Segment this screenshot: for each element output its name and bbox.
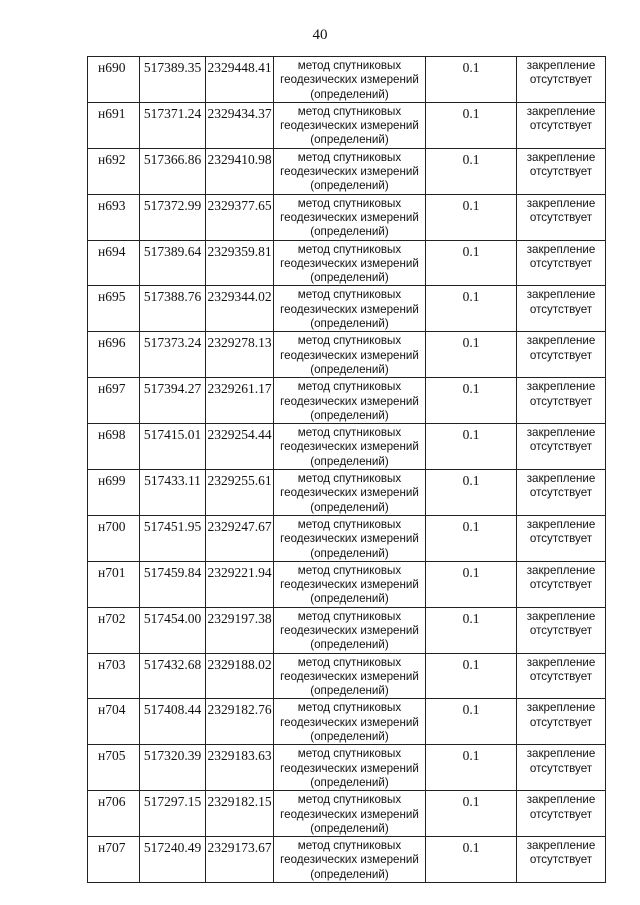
fixing-line: закрепление	[526, 472, 596, 486]
table-row	[88, 607, 606, 653]
fixing-line: отсутствует	[529, 73, 593, 87]
point-name-cell: н695	[88, 286, 140, 332]
error-cell: 0.1	[426, 194, 517, 240]
y-coordinate-cell: 2329434.37	[206, 102, 274, 148]
method-line: метод спутниковых	[297, 609, 402, 623]
method-line: (определений)	[310, 408, 389, 422]
method-line: (определений)	[310, 179, 389, 193]
table-row	[88, 791, 606, 837]
fixing-cell	[517, 57, 606, 103]
table-row	[88, 653, 606, 699]
method-line: метод спутниковых	[297, 701, 402, 715]
method-line: (определений)	[310, 821, 389, 835]
point-name-cell: н693	[88, 194, 140, 240]
point-name-cell: н704	[88, 699, 140, 745]
method-line: геодезических измерений	[280, 210, 419, 224]
fixing-cell	[517, 791, 606, 837]
fixing-line: закрепление	[526, 288, 596, 302]
method-line: (определений)	[310, 684, 389, 698]
method-cell	[274, 332, 426, 378]
table-row	[88, 515, 606, 561]
fixing-cell	[517, 515, 606, 561]
point-name-cell: н705	[88, 745, 140, 791]
method-line: метод спутниковых	[297, 472, 402, 486]
x-coordinate-cell: 517451.95	[140, 515, 206, 561]
method-line: метод спутниковых	[297, 563, 402, 577]
point-name-cell: н697	[88, 378, 140, 424]
table-row	[88, 424, 606, 470]
fixing-line: закрепление	[526, 242, 596, 256]
method-line: метод спутниковых	[297, 59, 402, 72]
fixing-cell	[517, 286, 606, 332]
point-name-cell: н706	[88, 791, 140, 837]
fixing-line: закрепление	[526, 747, 596, 761]
y-coordinate-cell: 2329448.41	[206, 57, 274, 103]
method-cell	[274, 470, 426, 516]
error-cell: 0.1	[426, 791, 517, 837]
fixing-line: отсутствует	[529, 807, 593, 821]
method-line: метод спутниковых	[297, 150, 402, 164]
fixing-line: отсутствует	[529, 440, 593, 454]
fixing-line: закрепление	[526, 839, 596, 853]
method-line: геодезических измерений	[280, 486, 419, 500]
fixing-line: отсутствует	[529, 623, 593, 637]
fixing-line: отсутствует	[529, 578, 593, 592]
method-line: геодезических измерений	[280, 256, 419, 270]
method-line: метод спутниковых	[297, 839, 402, 853]
method-line: (определений)	[310, 546, 389, 560]
y-coordinate-cell: 2329173.67	[206, 837, 274, 883]
fixing-line: отсутствует	[529, 669, 593, 683]
fixing-line: закрепление	[526, 517, 596, 531]
method-line: геодезических измерений	[280, 715, 419, 729]
method-cell	[274, 194, 426, 240]
method-cell	[274, 561, 426, 607]
y-coordinate-cell: 2329197.38	[206, 607, 274, 653]
method-cell	[274, 378, 426, 424]
method-line: (определений)	[310, 867, 389, 881]
fixing-cell	[517, 607, 606, 653]
fixing-line: отсутствует	[529, 761, 593, 775]
fixing-line: закрепление	[526, 426, 596, 440]
method-line: метод спутниковых	[297, 288, 402, 302]
table-row	[88, 286, 606, 332]
error-cell: 0.1	[426, 378, 517, 424]
method-cell	[274, 286, 426, 332]
y-coordinate-cell: 2329182.76	[206, 699, 274, 745]
x-coordinate-cell: 517366.86	[140, 148, 206, 194]
method-line: (определений)	[310, 775, 389, 789]
fixing-line: закрепление	[526, 793, 596, 807]
fixing-line: закрепление	[526, 104, 596, 118]
method-cell	[274, 148, 426, 194]
error-cell: 0.1	[426, 745, 517, 791]
method-cell	[274, 102, 426, 148]
x-coordinate-cell: 517415.01	[140, 424, 206, 470]
error-cell: 0.1	[426, 424, 517, 470]
y-coordinate-cell: 2329182.15	[206, 791, 274, 837]
fixing-cell	[517, 470, 606, 516]
point-name-cell: н691	[88, 102, 140, 148]
fixing-line: отсутствует	[529, 394, 593, 408]
point-name-cell: н692	[88, 148, 140, 194]
fixing-line: закрепление	[526, 59, 596, 72]
table-row	[88, 240, 606, 286]
x-coordinate-cell: 517459.84	[140, 561, 206, 607]
method-line: геодезических измерений	[280, 440, 419, 454]
fixing-cell	[517, 699, 606, 745]
error-cell: 0.1	[426, 102, 517, 148]
point-name-cell: н700	[88, 515, 140, 561]
method-line: геодезических измерений	[280, 761, 419, 775]
method-cell	[274, 57, 426, 103]
x-coordinate-cell: 517394.27	[140, 378, 206, 424]
method-cell	[274, 699, 426, 745]
fixing-cell	[517, 148, 606, 194]
x-coordinate-cell: 517372.99	[140, 194, 206, 240]
method-line: (определений)	[310, 362, 389, 376]
fixing-line: закрепление	[526, 196, 596, 210]
point-name-cell: н690	[88, 57, 140, 103]
x-coordinate-cell: 517432.68	[140, 653, 206, 699]
y-coordinate-cell: 2329359.81	[206, 240, 274, 286]
method-line: геодезических измерений	[280, 302, 419, 316]
method-line: метод спутниковых	[297, 426, 402, 440]
fixing-line: отсутствует	[529, 715, 593, 729]
point-name-cell: н707	[88, 837, 140, 883]
method-line: геодезических измерений	[280, 853, 419, 867]
method-cell	[274, 745, 426, 791]
method-line: (определений)	[310, 638, 389, 652]
fixing-cell	[517, 194, 606, 240]
y-coordinate-cell: 2329247.67	[206, 515, 274, 561]
method-line: метод спутниковых	[297, 655, 402, 669]
y-coordinate-cell: 2329183.63	[206, 745, 274, 791]
fixing-line: отсутствует	[529, 256, 593, 270]
fixing-line: отсутствует	[529, 119, 593, 133]
fixing-cell	[517, 837, 606, 883]
x-coordinate-cell: 517373.24	[140, 332, 206, 378]
method-line: геодезических измерений	[280, 165, 419, 179]
fixing-cell	[517, 240, 606, 286]
fixing-cell	[517, 653, 606, 699]
method-line: метод спутниковых	[297, 104, 402, 118]
method-line: геодезических измерений	[280, 578, 419, 592]
fixing-line: отсутствует	[529, 302, 593, 316]
fixing-cell	[517, 102, 606, 148]
method-line: метод спутниковых	[297, 517, 402, 531]
table-row	[88, 148, 606, 194]
fixing-line: закрепление	[526, 334, 596, 348]
method-line: (определений)	[310, 454, 389, 468]
x-coordinate-cell: 517388.76	[140, 286, 206, 332]
fixing-line: отсутствует	[529, 486, 593, 500]
method-line: метод спутниковых	[297, 747, 402, 761]
x-coordinate-cell: 517389.64	[140, 240, 206, 286]
method-line: метод спутниковых	[297, 380, 402, 394]
method-line: геодезических измерений	[280, 119, 419, 133]
method-cell	[274, 424, 426, 470]
fixing-line: отсутствует	[529, 348, 593, 362]
y-coordinate-cell: 2329278.13	[206, 332, 274, 378]
method-line: (определений)	[310, 225, 389, 239]
x-coordinate-cell: 517371.24	[140, 102, 206, 148]
point-name-cell: н698	[88, 424, 140, 470]
fixing-cell	[517, 332, 606, 378]
method-line: метод спутниковых	[297, 242, 402, 256]
x-coordinate-cell: 517297.15	[140, 791, 206, 837]
method-line: метод спутниковых	[297, 196, 402, 210]
error-cell: 0.1	[426, 653, 517, 699]
method-line: геодезических измерений	[280, 348, 419, 362]
y-coordinate-cell: 2329221.94	[206, 561, 274, 607]
point-name-cell: н703	[88, 653, 140, 699]
fixing-line: отсутствует	[529, 853, 593, 867]
error-cell: 0.1	[426, 240, 517, 286]
point-name-cell: н696	[88, 332, 140, 378]
table-row	[88, 699, 606, 745]
method-cell	[274, 240, 426, 286]
y-coordinate-cell: 2329377.65	[206, 194, 274, 240]
method-line: геодезических измерений	[280, 623, 419, 637]
y-coordinate-cell: 2329410.98	[206, 148, 274, 194]
error-cell: 0.1	[426, 561, 517, 607]
method-cell	[274, 515, 426, 561]
error-cell: 0.1	[426, 332, 517, 378]
x-coordinate-cell: 517320.39	[140, 745, 206, 791]
page-number: 40	[312, 27, 328, 43]
method-line: (определений)	[310, 271, 389, 285]
error-cell: 0.1	[426, 699, 517, 745]
method-line: геодезических измерений	[280, 807, 419, 821]
x-coordinate-cell: 517408.44	[140, 699, 206, 745]
method-line: метод спутниковых	[297, 334, 402, 348]
fixing-line: отсутствует	[529, 532, 593, 546]
method-line: (определений)	[310, 133, 389, 147]
table-row	[88, 837, 606, 883]
y-coordinate-cell: 2329261.17	[206, 378, 274, 424]
fixing-cell	[517, 561, 606, 607]
method-line: (определений)	[310, 317, 389, 331]
fixing-line: отсутствует	[529, 165, 593, 179]
y-coordinate-cell: 2329344.02	[206, 286, 274, 332]
table-row	[88, 194, 606, 240]
method-cell	[274, 607, 426, 653]
point-name-cell: н694	[88, 240, 140, 286]
method-line: геодезических измерений	[280, 669, 419, 683]
method-line: (определений)	[310, 730, 389, 744]
error-cell: 0.1	[426, 148, 517, 194]
table-row	[88, 561, 606, 607]
x-coordinate-cell: 517454.00	[140, 607, 206, 653]
method-line: геодезических измерений	[280, 73, 419, 87]
method-line: геодезических измерений	[280, 394, 419, 408]
method-line: метод спутниковых	[297, 793, 402, 807]
method-cell	[274, 837, 426, 883]
x-coordinate-cell: 517240.49	[140, 837, 206, 883]
fixing-line: закрепление	[526, 150, 596, 164]
table-row	[88, 470, 606, 516]
method-line: (определений)	[310, 500, 389, 514]
table-row	[88, 332, 606, 378]
point-name-cell: н701	[88, 561, 140, 607]
fixing-cell	[517, 745, 606, 791]
fixing-line: закрепление	[526, 701, 596, 715]
error-cell: 0.1	[426, 470, 517, 516]
method-line: геодезических измерений	[280, 532, 419, 546]
table-row	[88, 745, 606, 791]
table-row	[88, 57, 606, 103]
fixing-line: отсутствует	[529, 210, 593, 224]
point-name-cell: н702	[88, 607, 140, 653]
method-line: (определений)	[310, 87, 389, 101]
x-coordinate-cell: 517389.35	[140, 57, 206, 103]
error-cell: 0.1	[426, 607, 517, 653]
error-cell: 0.1	[426, 57, 517, 103]
y-coordinate-cell: 2329254.44	[206, 424, 274, 470]
table-row	[88, 378, 606, 424]
method-line: (определений)	[310, 592, 389, 606]
coordinates-table	[87, 56, 606, 883]
fixing-line: закрепление	[526, 380, 596, 394]
fixing-line: закрепление	[526, 563, 596, 577]
table-row	[88, 102, 606, 148]
x-coordinate-cell: 517433.11	[140, 470, 206, 516]
fixing-line: закрепление	[526, 609, 596, 623]
point-name-cell: н699	[88, 470, 140, 516]
method-cell	[274, 653, 426, 699]
fixing-cell	[517, 424, 606, 470]
fixing-line: закрепление	[526, 655, 596, 669]
error-cell: 0.1	[426, 515, 517, 561]
fixing-cell	[517, 378, 606, 424]
method-cell	[274, 791, 426, 837]
error-cell: 0.1	[426, 837, 517, 883]
y-coordinate-cell: 2329255.61	[206, 470, 274, 516]
y-coordinate-cell: 2329188.02	[206, 653, 274, 699]
error-cell: 0.1	[426, 286, 517, 332]
